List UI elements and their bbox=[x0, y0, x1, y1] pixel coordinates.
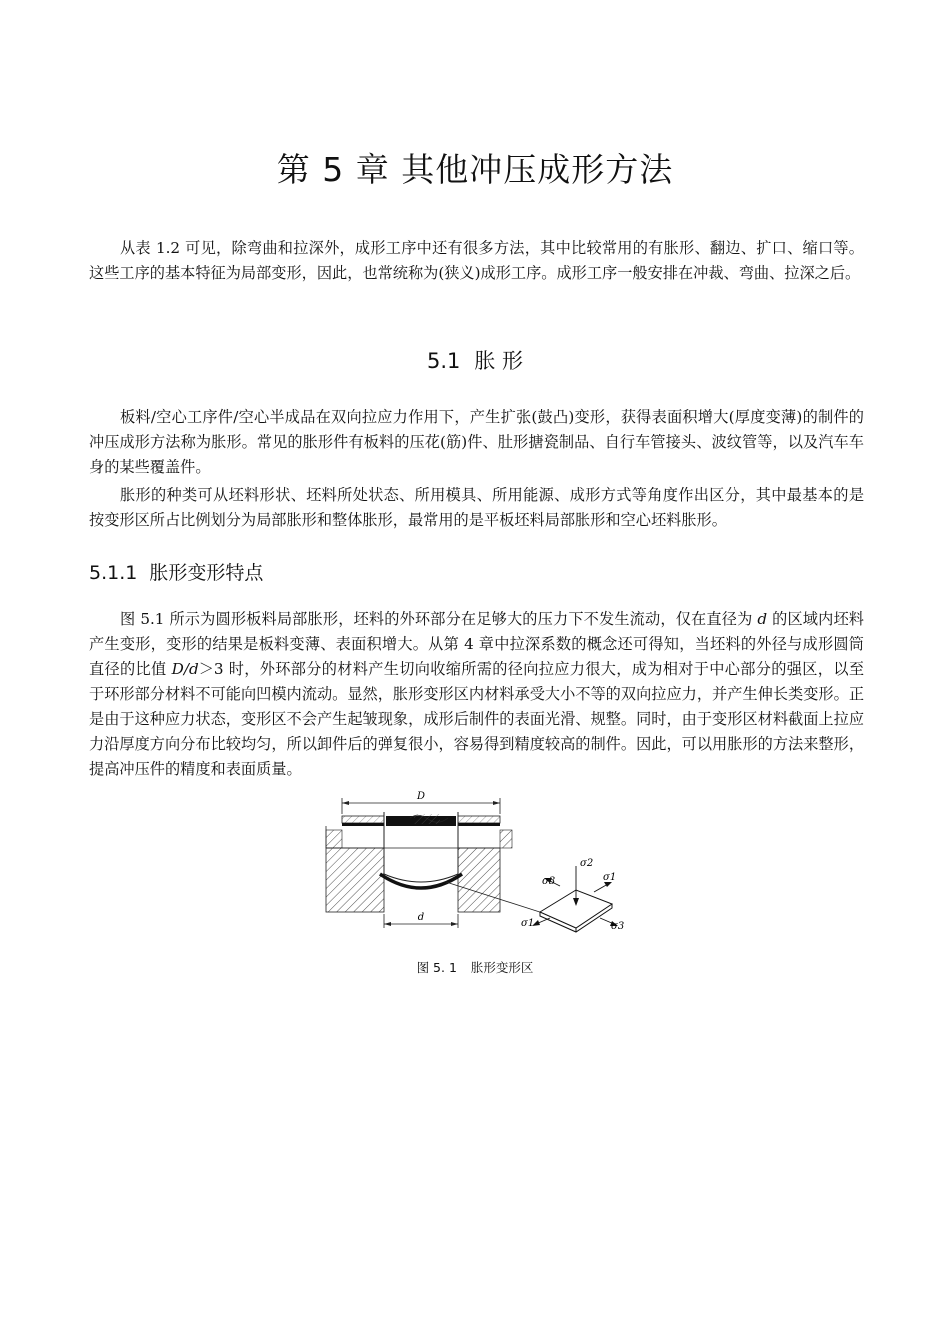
label-D: D bbox=[416, 791, 426, 802]
bulging-diagram bbox=[318, 786, 638, 938]
figure-caption bbox=[0, 958, 950, 976]
dimension-d bbox=[384, 912, 458, 928]
section-heading bbox=[0, 345, 950, 375]
label-sigma2: σ2 bbox=[580, 858, 594, 869]
subsection-number: 5.1.1 bbox=[89, 562, 138, 584]
intro-paragraph: 从表 1.2 可见，除弯曲和拉深外，成形工序中还有很多方法，其中比较常用的有胀形、翻边、扩口、缩口等。这些工序的基本特征为局部变形，因此，也常统称为(狭义)成形工序。成形工序一般安排在冲裁、弯曲、拉深之后。 bbox=[89, 239, 864, 282]
subsection-text-1: 图 5.1 所示为圆形板料局部胀形，坯料的外环部分在足够大的压力下不发生流动，仅在直径为 bbox=[120, 610, 758, 628]
subsection-heading bbox=[89, 558, 263, 585]
variable-ratio: D/d bbox=[171, 660, 199, 678]
subsection-text-3: ＞3 时，外环部分的材料产生切向收缩所需的径向拉应力很大，成为相对于中心部分的强区，以至于环形部分材料不可能向凹模内流动。显然，胀形变形区内材料承受大小不等的双向拉应力，并产生伸长类变形。正是由于这种应力状态，变形区不会产生起皱现象，成形后制件的表面光滑、规整。同时，由于变形区材料截面上拉应力沿厚度方向分布比较均匀，所以卸件后的弹复很小，容易得到精度较高的制件。因此，可以用胀形的方法来整形，提高冲压件的精度和表面质量。 bbox=[89, 660, 865, 778]
variable-d: d bbox=[757, 610, 768, 628]
subsection-title: 胀形变形特点 bbox=[149, 562, 264, 584]
stress-element bbox=[521, 858, 624, 932]
dimension-D bbox=[342, 791, 500, 814]
label-sigma3-bottom: σ3 bbox=[611, 921, 625, 932]
figure-caption-text: 胀形变形区 bbox=[470, 960, 534, 975]
subsection-text-2: 的区域内坯料产生变形，变形的结果是板料变薄、表面积增大。从第 4 章中拉深系数的概念还可得知，当坯料的外径与成形圆筒直径的比值 bbox=[89, 610, 864, 678]
subsection-paragraph bbox=[89, 607, 864, 782]
label-d: d bbox=[417, 912, 425, 923]
label-sigma3-top: σ3 bbox=[542, 876, 556, 887]
section-number: 5.1 bbox=[426, 349, 461, 373]
label-sigma1-top: σ1 bbox=[603, 872, 617, 883]
section-paragraph-1: 板料/空心工序件/空心半成品在双向拉应力作用下，产生扩张(鼓凸)变形，获得表面积增大(厚度变薄)的制件的冲压成形方法称为胀形。常见的胀形件有板料的压花(筋)件、肚形搪瓷制品、自行车管接头、波纹管等，以及汽车车身的某些覆盖件。 bbox=[89, 408, 864, 476]
section-paragraph-2: 胀形的种类可从坯料形状、坯料所处状态、所用模具、所用能源、成形方式等角度作出区分，其中最基本的是按变形区所占比例划分为局部胀形和整体胀形，最常用的是平板坯料局部胀形和空心坯料胀形。 bbox=[89, 486, 864, 529]
punch bbox=[384, 812, 458, 882]
label-sigma1-bottom: σ1 bbox=[521, 918, 535, 929]
figure-caption-number: 图 5. 1 bbox=[416, 960, 457, 975]
chapter-title: 第 5 章 其他冲压成形方法 bbox=[276, 150, 674, 189]
section-title: 胀 形 bbox=[474, 349, 524, 373]
